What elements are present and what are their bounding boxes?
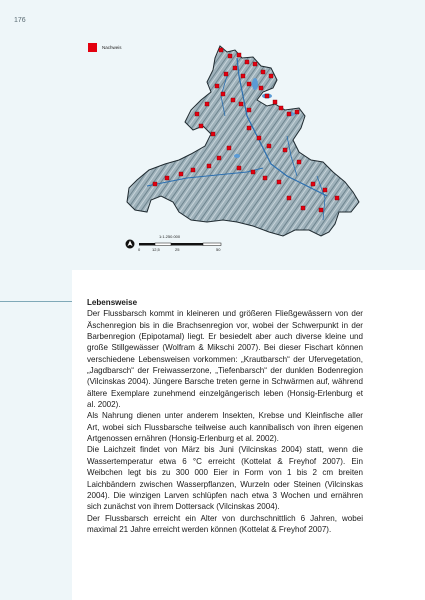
- legend-label: Nachweis: [102, 45, 122, 50]
- body-paragraph: Als Nahrung dienen unter anderem Insekten, Krebse und Kleinfische aller Art, wobei sich Flussbarsche teilweise auch kannibalisch von ihren eigenen Artgenossen ernähren (Honsig-Erlenburg et al. 2002).: [87, 411, 363, 444]
- body-paragraph: Der Flussbarsch erreicht ein Alter von durchschnittlich 6 Jahren, wobei maximal 21 Jahre erreicht werden können (Kottelat & Freyhof 2007).: [87, 513, 363, 534]
- section-content: [87, 297, 363, 535]
- scale-bar-segment: [155, 243, 171, 246]
- scale-bar-segment: [139, 243, 155, 246]
- section-title: Lebensweise: [87, 298, 138, 307]
- scale-bar-segment: [171, 243, 203, 246]
- map-legend: [88, 43, 122, 52]
- lake-shape: [234, 154, 240, 158]
- scale-tick-label: 50: [216, 247, 221, 252]
- lake-shape: [252, 78, 258, 90]
- left-margin-band: [0, 0, 72, 600]
- page-number: 176: [14, 17, 26, 24]
- salzburg-relief-map: [87, 36, 377, 258]
- distribution-map: [87, 36, 377, 258]
- body-paragraph: Die Laichzeit findet von März bis Juni (Vilcinskas 2004) statt, wenn die Wassertemperatur etwa 6 °C erreicht (Kottelat & Freyhof 2007). Ein Weibchen legt bis zu 300 000 Eier in Form von 1 bis 2 cm breiten Laichbändern zwischen Wasserpflanzen, Wurzeln oder Steinen (Vilcinskas 2004). Die winzigen Larven schlüpfen nach etwa 3 Wochen und ernähren sich zunächst von ihrem Dottersack (Vilcinskas 2004).: [87, 445, 363, 512]
- legend-swatch-occurrence: [88, 43, 97, 52]
- scale-tick-label: 12,5: [152, 247, 160, 252]
- scale-bar-segment: [203, 243, 221, 246]
- scale-tick-label: 25: [175, 247, 180, 252]
- map-scale: [124, 232, 234, 254]
- scale-ratio-label: 1:1.250.000: [159, 234, 181, 239]
- section-divider-line: [0, 301, 72, 302]
- body-paragraph: Der Flussbarsch kommt in kleineren und größeren Fließgewässern von der Äschenregion bis in die Brachsenregion vor, wobei der Schwerpunkt in der Barbenregion (Epipotamal) liegt. Er besiedelt aber auch diverse kleine und große Stillgewässer (Wolfram & Mikschi 2007). Bei dieser Fischart können verschiedene Lebensweisen vorkommen: „Krautbarsch“ der Ufervegetation, „Jagdbarsch“ der Freiwasserzone, „Tiefenbarsch“ der dunklen Bodenregion (Vilcinskas 2004). Jüngere Barsche treten gerne in Schwärmen auf, während ältere Exemplare zunehmend einzelgängerisch leben (Honsig-Erlenburg et al. 2002).: [87, 309, 363, 410]
- scale-tick-label: 0: [138, 247, 141, 252]
